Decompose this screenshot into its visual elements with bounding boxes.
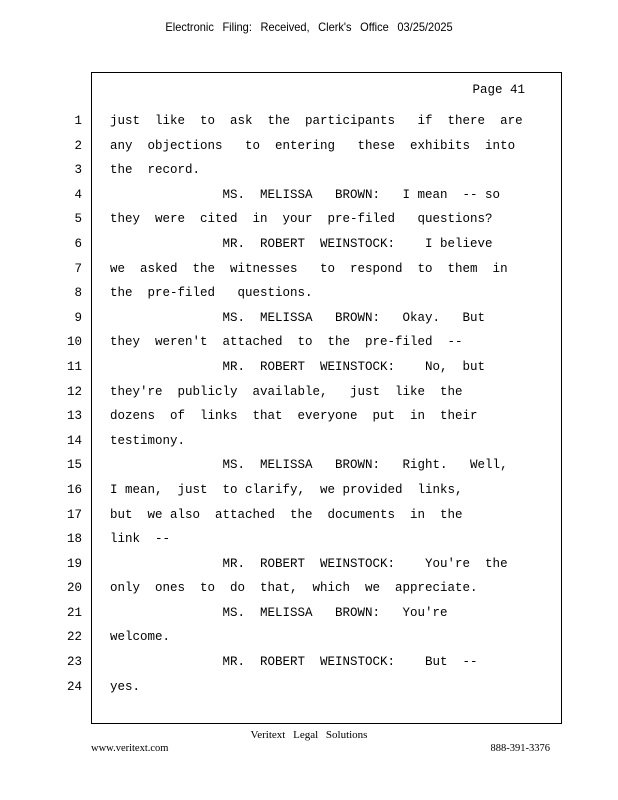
transcript-line: only ones to do that, which we appreciate. [110, 581, 478, 596]
transcript-line: the record. [110, 163, 201, 178]
footer-company: Veritext Legal Solutions [250, 729, 368, 741]
line-number: 10 [66, 335, 82, 350]
page-number: Page 41 [472, 83, 525, 97]
transcript-line: any objections to entering these exhibits into [110, 138, 516, 153]
line-number: 5 [74, 212, 82, 227]
transcript-line: but we also attached the documents in the [110, 507, 463, 522]
line-number: 17 [66, 507, 82, 522]
line-number: 13 [66, 409, 82, 424]
transcript-line: I mean, just to clarify, we provided links, [110, 482, 463, 497]
transcript-line: the pre-filed questions. [110, 286, 313, 301]
transcript-line: MS. MELISSA BROWN: Okay. But [110, 310, 486, 325]
line-number: 4 [74, 187, 82, 202]
line-number: 7 [74, 261, 82, 276]
transcript-line: they're publicly available, just like the [110, 384, 463, 399]
line-number: 19 [66, 556, 82, 571]
transcript-line: they weren't attached to the pre-filed -- [110, 335, 463, 350]
line-number: 16 [66, 482, 82, 497]
line-number: 3 [74, 163, 82, 178]
transcript-line: just like to ask the participants if there are [110, 114, 523, 128]
line-number: 22 [66, 630, 82, 645]
line-number: 23 [66, 655, 82, 670]
transcript-line: link -- [110, 532, 171, 547]
line-number: 1 [74, 114, 82, 128]
line-number: 24 [66, 679, 82, 694]
transcript-line: MR. ROBERT WEINSTOCK: No, but [110, 359, 486, 374]
footer-website: www.veritext.com [91, 743, 169, 754]
line-number: 6 [74, 236, 82, 251]
transcript-line: MR. ROBERT WEINSTOCK: I believe [110, 236, 493, 251]
transcript-line: MS. MELISSA BROWN: You're [110, 605, 448, 620]
footer-phone: 888-391-3376 [490, 743, 550, 754]
transcript-body [110, 112, 550, 702]
transcript-line: testimony. [110, 433, 186, 448]
line-number: 15 [66, 458, 82, 473]
transcript-line: MR. ROBERT WEINSTOCK: You're the [110, 556, 508, 571]
line-number-column [62, 112, 82, 702]
transcript-line: MR. ROBERT WEINSTOCK: But -- [110, 655, 478, 670]
transcript-line: yes. [110, 679, 141, 694]
line-number: 14 [66, 433, 82, 448]
line-number: 8 [74, 286, 82, 301]
transcript-line: MS. MELISSA BROWN: I mean -- so [110, 187, 501, 202]
filing-header: Electronic Filing: Received, Clerk's Office 03/25/2025 [165, 20, 453, 34]
line-number: 9 [74, 310, 82, 325]
line-number: 2 [74, 138, 82, 153]
line-number: 12 [66, 384, 82, 399]
transcript-line: dozens of links that everyone put in their [110, 409, 478, 424]
transcript-line: we asked the witnesses to respond to them in [110, 261, 508, 276]
line-number: 11 [66, 359, 82, 374]
line-number: 21 [66, 605, 82, 620]
line-number: 20 [66, 581, 82, 596]
transcript-line: welcome. [110, 630, 171, 645]
transcript-line: MS. MELISSA BROWN: Right. Well, [110, 458, 508, 473]
transcript-line: they were cited in your pre-filed questions? [110, 212, 493, 227]
line-number: 18 [66, 532, 82, 547]
